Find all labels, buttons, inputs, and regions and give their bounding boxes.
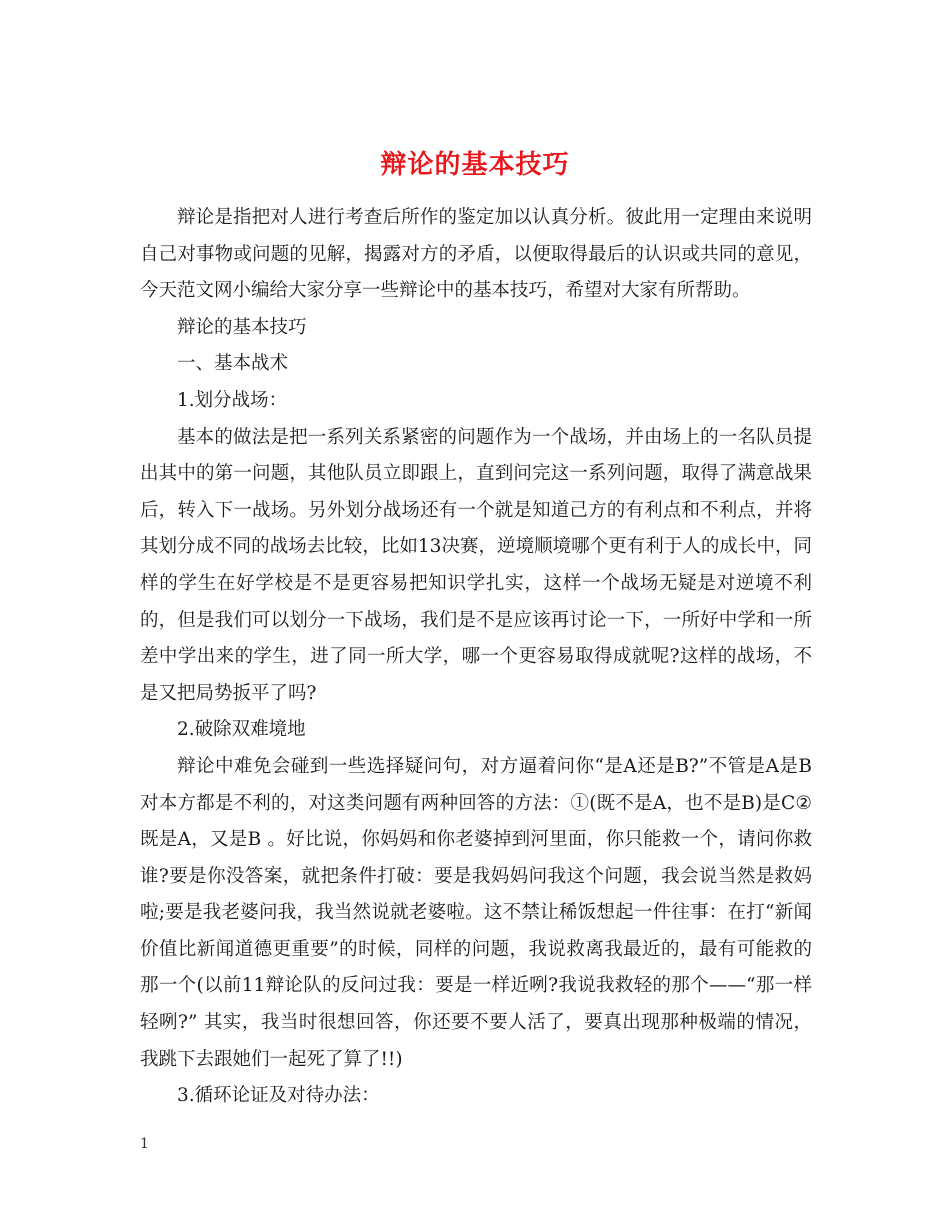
document-title: 辩论的基本技巧 xyxy=(380,150,570,181)
item-heading: 3.循环论证及对待办法： xyxy=(177,1085,380,1107)
item-heading: 2.破除双难境地 xyxy=(177,719,306,741)
page-number: 1 xyxy=(140,1136,149,1152)
section-heading: 辩论的基本技巧 xyxy=(177,316,307,338)
intro-paragraph: 辩论是指把对人进行考查后所作的鉴定加以认真分析。彼此用一定理由来说明自己对事物或问题的见解，揭露对方的矛盾，以便取得最后的认识或共同的意见，今天范文网小编给大家分享一些辩论中的基本技巧，希望对大家有所帮助。 xyxy=(140,207,812,302)
subsection-heading: 一、基本战术 xyxy=(177,353,289,375)
body-paragraph: 基本的做法是把一系列关系紧密的问题作为一个战场，并由场上的一名队员提出其中的第一问题，其他队员立即跟上，直到问完这一系列问题，取得了满意战果后，转入下一战场。另外划分战场还有一个就是知道己方的有利点和不利点，并将其划分成不同的战场去比较，比如13决赛，逆境顺境哪个更有利于人的成长中，同样的学生在好学校是不是更容易把知识学扎实，这样一个战场无疑是对逆境不利的，但是我们可以划分一下战场，我们是不是应该再讨论一下，一所好中学和一所差中学出来的学生，进了同一所大学，哪一个更容易取得成就呢?这样的战场，不是又把局势扳平了吗? xyxy=(140,426,812,704)
document-body xyxy=(140,200,812,1115)
item-heading: 1.划分战场： xyxy=(177,389,288,411)
body-paragraph: 辩论中难免会碰到一些选择疑问句，对方逼着问你“是A还是B?”不管是A是B对本方都是不利的，对这类问题有两种回答的方法：①(既不是A，也不是B)是C② 既是A，又是B 。好比说，你妈妈和你老婆掉到河里面，你只能救一个，请问你救谁?要是你没答案，就把条件打破：要是我妈妈问我这个问题，我会说当然是救妈啦;要是我老婆问我，我当然说就老婆啦。这不禁让稀饭想起一件往事：在打“新闻价值比新闻道德更重要”的时候，同样的问题，我说救离我最近的，最有可能救的那一个(以前11辩论队的反问过我：要是一样近咧?我说我救轻的那个——“那一样轻咧?” 其实，我当时很想回答，你还要不要人活了，要真出现那种极端的情况，我跳下去跟她们一起死了算了!!) xyxy=(140,755,812,1070)
